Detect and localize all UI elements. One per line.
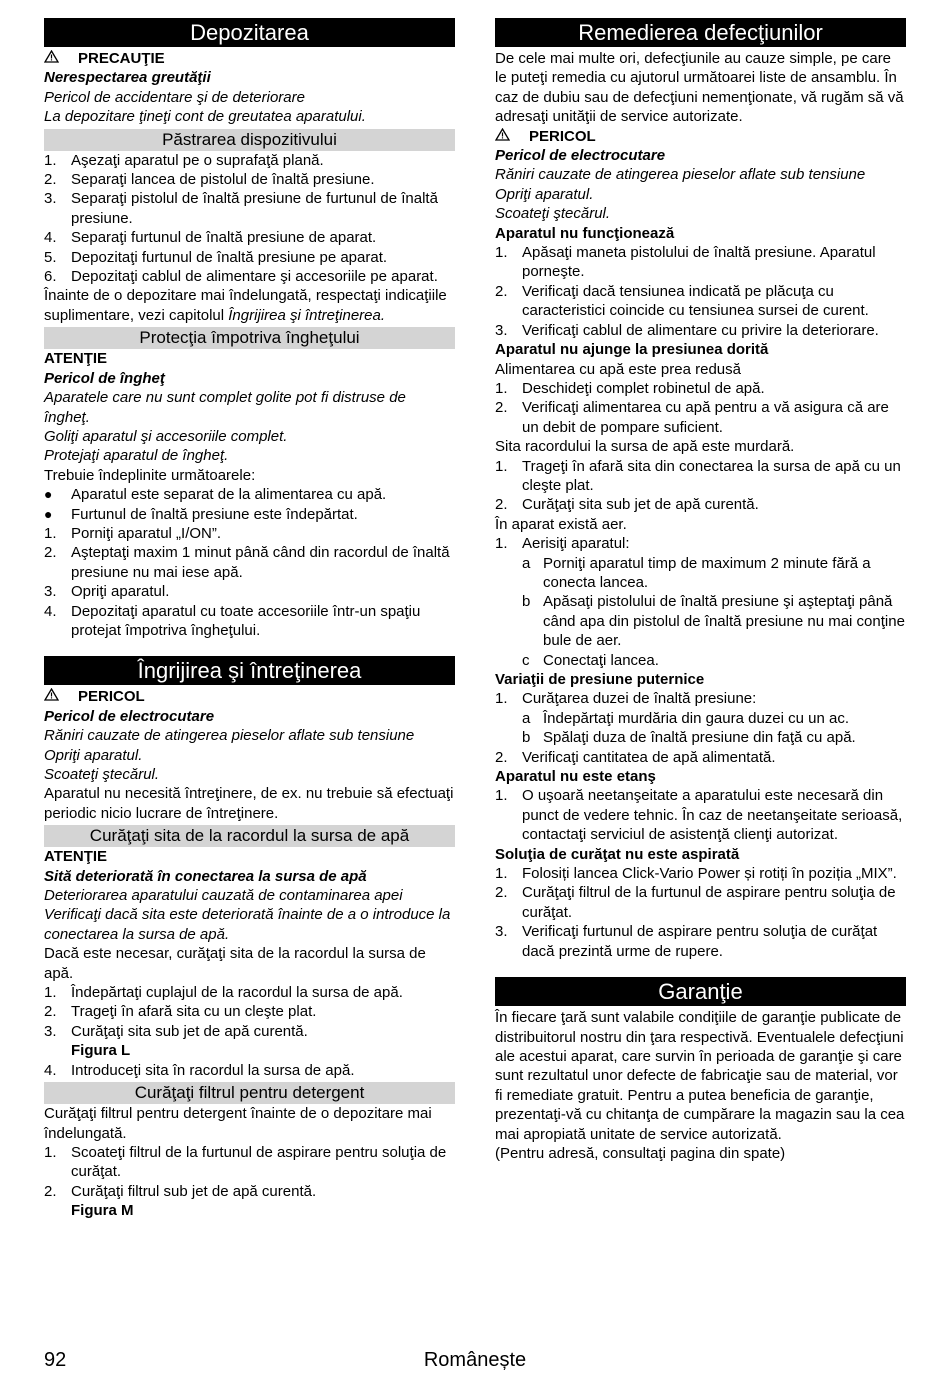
- care-warning-detail-2: Opriţi aparatul.: [44, 746, 143, 764]
- list-item: 2. Trageţi în afară sita cu un cleşte plat.: [44, 1003, 317, 1021]
- cross-reference: Îngrijirea şi întreţinerea.: [228, 306, 386, 324]
- keep-device-note: Înainte de o depozitare mai îndelungată, respectaţi indicaţiile suplimentare, vezi capitolul Îngrijirea şi întreţinerea.: [44, 287, 447, 324]
- sieve-heading: Curăţaţi sita de la racordul la sursa de apă: [44, 825, 455, 847]
- warning-triangle-icon: [44, 49, 64, 68]
- right-column: [495, 18, 906, 1163]
- list-item: 2. Curăţaţi sita sub jet de apă curentă.: [495, 496, 759, 514]
- list-item: 1. Trageţi în afară sita din conectarea la sursa de apă cu un cleşte plat.: [495, 457, 901, 494]
- list-item: 1. Apăsaţi maneta pistolului de înaltă presiune. Aparatul porneşte.: [495, 244, 876, 281]
- list-item: 1. Îndepărtaţi cuplajul de la racordul la sursa de apă.: [44, 984, 403, 1002]
- detergent-text: Curăţaţi filtrul pentru detergent înainte de o depozitare mai îndelungată.: [44, 1105, 432, 1142]
- leak-heading: Aparatul nu este etanş: [495, 768, 656, 786]
- sieve-warning-detail-2: Verificaţi dacă sita este deteriorată înainte de a o introduce la conectarea la sursa de apă.: [44, 906, 451, 943]
- warning-triangle-icon: [495, 127, 515, 146]
- fault-warning-detail-3: Scoateţi ştecărul.: [495, 205, 611, 223]
- language-label: Românește: [423, 1349, 527, 1371]
- pressure-cause-1: Alimentarea cu apă este prea redusă: [495, 360, 741, 378]
- storage-warning-detail-2: La depozitare ţineţi cont de greutatea aparatului.: [44, 108, 366, 126]
- care-warning-title: Pericol de electrocutare: [44, 707, 215, 725]
- figure-reference: Figura L: [71, 1042, 131, 1060]
- care-warning-detail-1: Răniri cauzate de atingerea pieselor aflate sub tensiune: [44, 727, 415, 745]
- storage-warning-label: [44, 49, 455, 68]
- pressure-variation-heading: Variaţii de presiune puternice: [495, 671, 705, 688]
- filled-circle-bullet-icon: ●: [44, 505, 53, 522]
- sieve-attention-label: ATENŢIE: [44, 848, 108, 866]
- frost-warning-detail-1: Aparatele care nu sunt complet golite pot fi distruse de îngheţ.: [44, 389, 406, 426]
- frost-warning-detail-2: Goliţi aparatul şi accesoriile complet.: [44, 427, 288, 445]
- figure-reference: Figura M: [71, 1202, 134, 1220]
- sieve-warning-title: Sită deteriorată în conectarea la sursa de apă: [44, 867, 367, 885]
- frost-warning-title: Pericol de îngheţ: [44, 369, 165, 387]
- list-item: 2. Separaţi lancea de pistolul de înaltă presiune.: [44, 171, 375, 189]
- fault-warning-label: [495, 127, 906, 146]
- warranty-note: (Pentru adresă, consultaţi pagina din spate): [495, 1144, 786, 1162]
- list-item: 4. Introduceţi sita în racordul la sursa de apă.: [44, 1061, 355, 1079]
- list-item: 3. Separaţi pistolul de înaltă presiune de furtunul de înaltă presiune.: [44, 190, 438, 227]
- warranty-text: În fiecare ţară sunt valabile condiţiile de garanţie publicate de distribuitorul nostru din ţara respectivă. Eventualele defecţiuni ale acestui aparat, care survin în perioada de garanţie şi care sunt rezultatul unor defecte de fabricaţie sau de material, vor fi remediate gratuit. Pentru a putea beneficia de garanţie, prezentaţi-vă cu chitanţa de cumpărare la magazin sau la cea mai apropiată unitate de service autorizată.: [495, 1009, 905, 1143]
- list-item: 2. Verificaţi dacă tensiunea indicată pe plăcuţa cu caracteristici coincide cu tensiunea sursei de curent.: [495, 282, 869, 320]
- list-item: 1. Aerisiţi aparatul:: [495, 535, 630, 553]
- list-item: 3. Verificaţi furtunul de aspirare pentru soluţia de curăţat dacă prezintă urme de rupere.: [495, 923, 878, 960]
- list-item: 3. Verificaţi cablul de alimentare cu privire la deteriorare.: [495, 321, 879, 339]
- list-item: 6. Depozitaţi cablul de alimentare şi accesoriile pe aparat.: [44, 268, 438, 286]
- pressure-heading: Aparatul nu ajunge la presiunea dorită: [495, 341, 769, 359]
- filled-circle-bullet-icon: ●: [44, 486, 53, 503]
- frost-warning-detail-3: Protejaţi aparatul de îngheţ.: [44, 447, 229, 465]
- list-item: a Îndepărtaţi murdăria din gaura duzei cu un ac.: [522, 709, 850, 727]
- frost-requirements: Trebuie îndeplinite următoarele:: [44, 466, 256, 484]
- pressure-cause-2: Sita racordului la sursa de apă este murdară.: [495, 438, 795, 456]
- not-working-heading: Aparatul nu funcţionează: [495, 224, 675, 242]
- page-number: 92: [44, 1349, 67, 1371]
- list-item: 2. Verificaţi alimentarea cu apă pentru a vă asigura că are un debit de pompare suficient.: [495, 399, 889, 436]
- fault-warning-detail-1: Răniri cauzate de atingerea pieselor aflate sub tensiune: [495, 166, 866, 184]
- warning-triangle-icon: [44, 687, 64, 706]
- list-item: 1. Scoateţi filtrul de la furtunul de aspirare pentru soluţia de curăţat.: [44, 1143, 447, 1181]
- keep-device-heading: Păstrarea dispozitivului: [44, 129, 455, 151]
- care-warning-label: [44, 687, 455, 706]
- left-column: [44, 18, 455, 1221]
- fault-warning-title: Pericol de electrocutare: [495, 147, 666, 165]
- care-warning-text: PERICOL: [78, 688, 145, 706]
- list-item: b Apăsaţi pistolului de înaltă presiune şi aşteptaţi până când apa din pistolul de înaltă presiune nu mai conţine bule de aer.: [522, 593, 905, 650]
- list-item: 1. Porniţi aparatul „I/ON”.: [44, 524, 222, 542]
- list-item: 1. Folosiți lancea Click-Vario Power și rotiți în poziția „MIX”.: [495, 865, 897, 883]
- list-item: ● Furtunul de înaltă presiune este îndepărtat.: [44, 505, 358, 523]
- troubleshooting-intro: De cele mai multe ori, defecţiunile au cauze simple, pe care le puteţi remedia cu ajutorul următoarei liste de ansamblu. În caz de dubiu sau de defecţiuni nemenţionate, vă rugăm să vă adresaţi unităţii de service autorizate.: [495, 50, 904, 126]
- storage-warning-detail-1: Pericol de accidentare şi de deteriorare: [44, 88, 305, 106]
- list-item: 4. Depozitaţi aparatul cu toate accesoriile într-un spaţiu protejat împotriva îngheţului.: [44, 602, 421, 639]
- warranty-heading: Garanţie: [495, 977, 906, 1006]
- list-item: 1. Deschideţi complet robinetul de apă.: [495, 379, 765, 397]
- detergent-filter-heading: Curăţaţi filtrul pentru detergent: [44, 1082, 455, 1104]
- list-item: 2. Curăţaţi filtrul de la furtunul de aspirare pentru soluţia de curăţat.: [495, 884, 896, 921]
- sieve-text: Dacă este necesar, curăţaţi sita de la racordul la sursa de apă.: [44, 945, 426, 982]
- keep-device-steps: [44, 151, 455, 287]
- frost-protection-heading: Protecţia împotriva îngheţului: [44, 327, 455, 349]
- list-item: 3. Opriţi aparatul.: [44, 583, 170, 601]
- list-item: 4. Separaţi furtunul de înaltă presiune de aparat.: [44, 229, 377, 247]
- list-item: b Spălaţi duza de înaltă presiune din faţă cu apă.: [522, 729, 856, 747]
- care-text: Aparatul nu necesită întreţinere, de ex. nu trebuie să efectuaţi periodic nicio lucrare de întreţinere.: [44, 785, 454, 822]
- sieve-warning-detail-1: Deteriorarea aparatului cauzată de contaminarea apei: [44, 887, 403, 905]
- troubleshooting-heading: Remedierea defecţiunilor: [495, 18, 906, 47]
- list-item: 2. Curăţaţi filtrul sub jet de apă curentă.: [44, 1182, 317, 1200]
- list-item: ● Aparatul este separat de la alimentarea cu apă.: [44, 486, 387, 504]
- list-item: 3. Curăţaţi sita sub jet de apă curentă.: [44, 1022, 308, 1040]
- storage-warning-title: Nerespectarea greutăţii: [44, 69, 211, 87]
- list-item: 1. O uşoară neetanşeitate a aparatului este necesară din punct de vedere tehnic. În caz de neetanşeitate serioasă, contactaţi serviciul de asistenţă clienţi autorizat.: [495, 787, 903, 844]
- list-item: 2. Aşteptaţi maxim 1 minut până când din racordul de înaltă presiune nu mai iese apă.: [44, 544, 450, 581]
- list-item: 1. Aşezaţi aparatul pe o suprafaţă plană.: [44, 151, 324, 169]
- pressure-cause-3: În aparat există aer.: [495, 515, 627, 533]
- list-item: 1. Curăţarea duzei de înaltă presiune:: [495, 690, 757, 708]
- storage-warning-text: PRECAUŢIE: [78, 50, 165, 67]
- solution-heading: Soluţia de curăţat nu este aspirată: [495, 845, 740, 863]
- list-item: 2. Verificaţi cantitatea de apă alimentată.: [495, 748, 776, 766]
- list-item: c Conectaţi lancea.: [522, 651, 659, 669]
- fault-warning-detail-2: Opriţi aparatul.: [495, 185, 594, 203]
- care-heading: Îngrijirea şi întreţinerea: [44, 656, 455, 685]
- list-item: a Porniţi aparatul timp de maximum 2 minute fără a conecta lancea.: [522, 554, 871, 591]
- frost-attention-label: ATENŢIE: [44, 350, 108, 368]
- fault-warning-text: PERICOL: [529, 127, 596, 145]
- list-item: 5. Depozitaţi furtunul de înaltă presiune pe aparat.: [44, 248, 388, 266]
- care-warning-detail-3: Scoateţi ştecărul.: [44, 766, 160, 783]
- storage-heading: Depozitarea: [44, 18, 455, 47]
